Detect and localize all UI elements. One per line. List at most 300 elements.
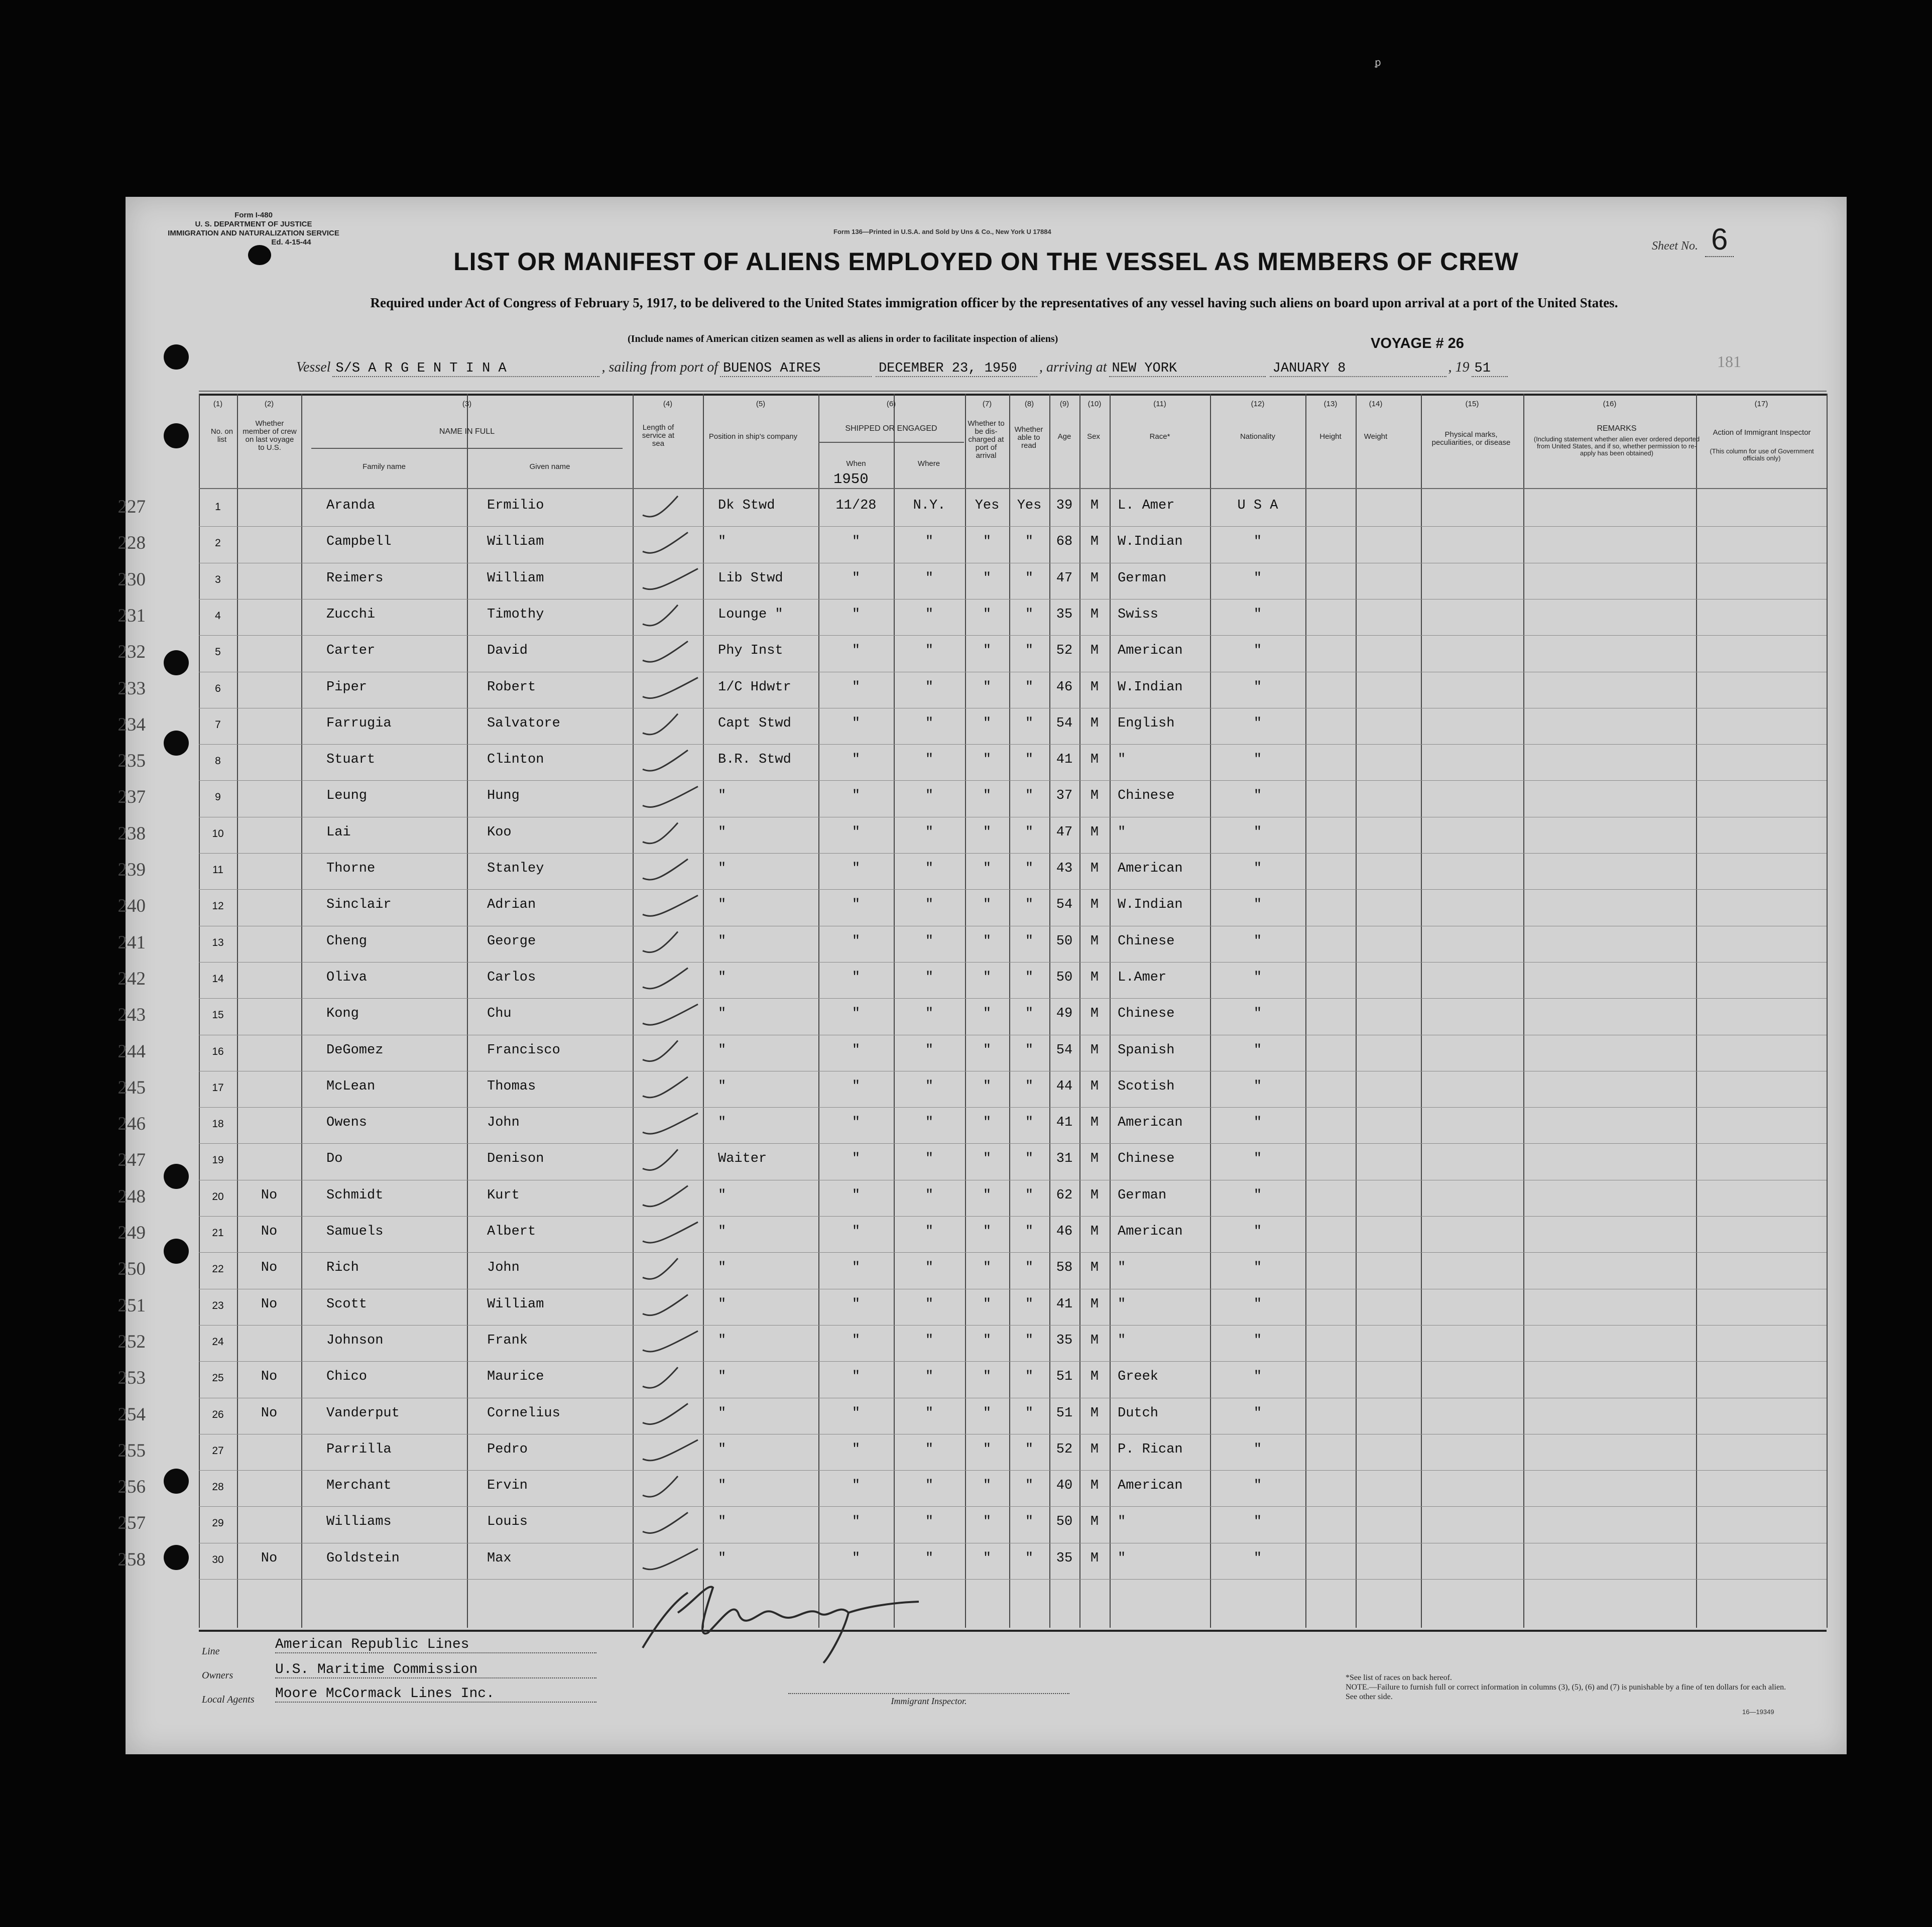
list-number: 16 bbox=[212, 1045, 224, 1057]
form-id: Form I-480 bbox=[234, 211, 273, 219]
list-number: 25 bbox=[212, 1372, 224, 1384]
column-number: (2) bbox=[264, 400, 274, 408]
cell-discharged: " bbox=[983, 897, 992, 913]
cell-when: " bbox=[852, 1550, 861, 1566]
cell-sex: M bbox=[1090, 824, 1099, 840]
header-rule bbox=[199, 391, 1827, 392]
cell-discharged: " bbox=[983, 1151, 992, 1167]
cell-when: " bbox=[852, 1078, 861, 1094]
column-number: (6) bbox=[886, 400, 896, 408]
cell-nationality: " bbox=[1253, 1078, 1262, 1094]
punch-hole bbox=[164, 344, 189, 370]
list-number: 11 bbox=[212, 864, 223, 876]
cell-when: " bbox=[852, 534, 861, 550]
cell-age: 44 bbox=[1056, 1078, 1073, 1094]
cell-read: " bbox=[1025, 861, 1034, 876]
row-rule bbox=[199, 1107, 1827, 1108]
cell-position: " bbox=[718, 1550, 727, 1566]
cell-given: Koo bbox=[487, 824, 512, 840]
cell-family: Piper bbox=[326, 679, 368, 695]
cell-position: " bbox=[718, 1333, 727, 1348]
cell-race: L. Amer bbox=[1118, 498, 1175, 513]
cell-when: " bbox=[852, 1151, 861, 1167]
cell-sex: M bbox=[1090, 897, 1099, 913]
cell-where: " bbox=[925, 715, 934, 731]
column-divider bbox=[633, 394, 634, 1628]
cell-position: Dk Stwd bbox=[718, 498, 775, 513]
cell-read: " bbox=[1025, 1296, 1034, 1312]
column-divider bbox=[703, 394, 704, 1628]
cell-position: B.R. Stwd bbox=[718, 752, 791, 768]
cell-sex: M bbox=[1090, 715, 1099, 731]
cell-family: Williams bbox=[326, 1514, 392, 1530]
cell-discharged: " bbox=[983, 1260, 992, 1276]
handwritten-line-number: 252 bbox=[117, 1331, 146, 1352]
col-marks-heading: Physical marks, peculiarities, or disease bbox=[1431, 430, 1511, 447]
cell-family: Merchant bbox=[326, 1478, 392, 1494]
cell-race: Chinese bbox=[1118, 933, 1175, 949]
cell-age: 51 bbox=[1056, 1369, 1073, 1385]
cell-where: N.Y. bbox=[913, 498, 946, 513]
cell-family: Thorne bbox=[326, 861, 376, 876]
list-number: 21 bbox=[212, 1227, 224, 1239]
handwritten-line-number: 256 bbox=[117, 1477, 146, 1498]
cell-age: 50 bbox=[1056, 933, 1073, 949]
cell-discharged: " bbox=[983, 861, 992, 876]
arrival-date: JANUARY 8 bbox=[1270, 361, 1446, 377]
punch-hole bbox=[164, 1239, 189, 1264]
cell-discharged: " bbox=[983, 1550, 992, 1566]
cell-age: 40 bbox=[1056, 1478, 1073, 1494]
cell-age: 58 bbox=[1056, 1260, 1073, 1276]
cell-age: 54 bbox=[1056, 897, 1073, 913]
handwritten-line-number: 243 bbox=[117, 1005, 146, 1026]
cell-race: Swiss bbox=[1118, 607, 1159, 622]
handwritten-line-number: 258 bbox=[117, 1549, 146, 1570]
cell-nationality: " bbox=[1253, 1115, 1262, 1131]
row-rule bbox=[199, 526, 1827, 527]
cell-sex: M bbox=[1090, 1441, 1099, 1457]
cell-where: " bbox=[925, 1042, 934, 1058]
edition: Ed. 4-15-44 bbox=[271, 238, 311, 247]
cell-where: " bbox=[925, 897, 934, 913]
cell-read: " bbox=[1025, 715, 1034, 731]
col-no-heading: No. on list bbox=[210, 427, 233, 444]
handwritten-line-number: 242 bbox=[117, 968, 146, 989]
inspector-signature-line: Immigrant Inspector. bbox=[788, 1693, 1069, 1707]
cell-position: Lounge " bbox=[718, 607, 783, 622]
cell-race: L.Amer bbox=[1118, 970, 1167, 985]
cell-sex: M bbox=[1090, 752, 1099, 768]
cell-read: " bbox=[1025, 1151, 1034, 1167]
cell-race: Scotish bbox=[1118, 1078, 1175, 1094]
col-action-heading: Action of Immigrant Inspector bbox=[1713, 428, 1811, 437]
cell-when: " bbox=[852, 570, 861, 586]
cell-age: 50 bbox=[1056, 970, 1073, 985]
cell-where: " bbox=[925, 1550, 934, 1566]
cell-where: " bbox=[925, 1151, 934, 1167]
cell-read: " bbox=[1025, 1042, 1034, 1058]
cell-position: " bbox=[718, 970, 727, 985]
cell-sex: M bbox=[1090, 679, 1099, 695]
cell-position: Waiter bbox=[718, 1151, 767, 1167]
cell-read: " bbox=[1025, 1441, 1034, 1457]
cell-discharged: Yes bbox=[975, 498, 1000, 513]
column-number: (1) bbox=[213, 400, 223, 408]
cell-age: 49 bbox=[1056, 1006, 1073, 1022]
list-number: 7 bbox=[215, 718, 221, 731]
cell-prev: No bbox=[261, 1550, 278, 1566]
cell-nationality: " bbox=[1253, 861, 1262, 876]
cell-nationality: " bbox=[1253, 715, 1262, 731]
col-weight-heading: Weight bbox=[1364, 432, 1388, 441]
list-number: 24 bbox=[212, 1336, 224, 1348]
cell-when: " bbox=[852, 752, 861, 768]
cell-position: " bbox=[718, 1369, 727, 1385]
col-race-heading: Race* bbox=[1149, 432, 1170, 441]
cell-position: " bbox=[718, 1115, 727, 1131]
cell-discharged: " bbox=[983, 1224, 992, 1239]
cell-family: Oliva bbox=[326, 970, 368, 985]
punch-hole bbox=[164, 1164, 189, 1189]
cell-where: " bbox=[925, 933, 934, 949]
list-number: 13 bbox=[212, 936, 224, 948]
cell-age: 47 bbox=[1056, 570, 1073, 586]
column-divider bbox=[199, 394, 200, 1628]
cell-nationality: " bbox=[1253, 1260, 1262, 1276]
cell-age: 37 bbox=[1056, 788, 1073, 804]
cell-sex: M bbox=[1090, 1333, 1099, 1348]
cell-position: " bbox=[718, 861, 727, 876]
cell-when: " bbox=[852, 1369, 861, 1385]
cell-read: " bbox=[1025, 607, 1034, 622]
column-divider bbox=[1523, 394, 1524, 1628]
cell-position: " bbox=[718, 1042, 727, 1058]
cell-race: " bbox=[1118, 824, 1126, 840]
cell-position: " bbox=[718, 897, 727, 913]
cell-family: Do bbox=[326, 1151, 343, 1167]
cell-where: " bbox=[925, 752, 934, 768]
cell-where: " bbox=[925, 1441, 934, 1457]
col-when-heading: When bbox=[846, 459, 866, 468]
cell-discharged: " bbox=[983, 534, 992, 550]
cell-when: " bbox=[852, 824, 861, 840]
cell-sex: M bbox=[1090, 570, 1099, 586]
cell-where: " bbox=[925, 1514, 934, 1530]
cell-age: 39 bbox=[1056, 498, 1073, 513]
handwritten-line-number: 244 bbox=[117, 1041, 146, 1062]
cell-position: " bbox=[718, 1006, 727, 1022]
cell-sex: M bbox=[1090, 1296, 1099, 1312]
handwritten-line-number: 255 bbox=[117, 1440, 146, 1461]
column-number: (13) bbox=[1323, 400, 1338, 408]
handwritten-line-number: 251 bbox=[117, 1295, 146, 1316]
cell-family: Johnson bbox=[326, 1333, 384, 1348]
row-rule bbox=[199, 1252, 1827, 1253]
cell-where: " bbox=[925, 534, 934, 550]
cell-when: " bbox=[852, 1187, 861, 1203]
cell-nationality: " bbox=[1253, 897, 1262, 913]
cell-sex: M bbox=[1090, 1369, 1099, 1385]
cell-race: Chinese bbox=[1118, 788, 1175, 804]
col-family-heading: Family name bbox=[363, 462, 406, 471]
cell-read: " bbox=[1025, 1187, 1034, 1203]
col-service-heading: Length of service at sea bbox=[642, 423, 675, 448]
cell-when: " bbox=[852, 897, 861, 913]
cell-sex: M bbox=[1090, 1224, 1099, 1239]
cell-discharged: " bbox=[983, 824, 992, 840]
cell-given: George bbox=[487, 933, 536, 949]
cell-position: " bbox=[718, 1478, 727, 1494]
row-rule bbox=[199, 1143, 1827, 1144]
cell-nationality: " bbox=[1253, 1369, 1262, 1385]
cell-age: 41 bbox=[1056, 1296, 1073, 1312]
col-remarks-note: (Including statement whether alien ever ordered deported from United States, and if so, whether permission to re-apply has been obtained) bbox=[1533, 435, 1700, 457]
cell-sex: M bbox=[1090, 1405, 1099, 1421]
cell-sex: M bbox=[1090, 1514, 1099, 1530]
cell-read: " bbox=[1025, 1369, 1034, 1385]
cell-read: " bbox=[1025, 1550, 1034, 1566]
cell-age: 54 bbox=[1056, 1042, 1073, 1058]
departure-port: BUENOS AIRES bbox=[720, 361, 872, 377]
cell-sex: M bbox=[1090, 933, 1099, 949]
cell-given: John bbox=[487, 1260, 520, 1276]
name-heading-rule bbox=[311, 448, 623, 449]
punch-hole bbox=[164, 423, 189, 448]
row-rule bbox=[199, 998, 1827, 999]
cell-nationality: " bbox=[1253, 1550, 1262, 1566]
row-rule bbox=[199, 889, 1827, 890]
handwritten-line-number: 245 bbox=[117, 1077, 146, 1098]
cell-race: W.Indian bbox=[1118, 534, 1183, 550]
handwritten-line-number: 254 bbox=[117, 1404, 146, 1425]
cell-nationality: " bbox=[1253, 933, 1262, 949]
list-number: 9 bbox=[215, 791, 221, 803]
cell-sex: M bbox=[1090, 1006, 1099, 1022]
cell-nationality: " bbox=[1253, 607, 1262, 622]
cell-position: " bbox=[718, 1224, 727, 1239]
cell-discharged: " bbox=[983, 933, 992, 949]
cell-race: English bbox=[1118, 715, 1175, 731]
list-number: 1 bbox=[215, 501, 221, 513]
voyage-number: VOYAGE # 26 bbox=[1371, 335, 1464, 351]
cell-discharged: " bbox=[983, 1296, 992, 1312]
vessel-label: Vessel bbox=[296, 359, 331, 375]
agents-label: Local Agents bbox=[202, 1694, 255, 1705]
arrival-port: NEW YORK bbox=[1109, 361, 1266, 377]
cell-position: " bbox=[718, 933, 727, 949]
col-age-heading: Age bbox=[1057, 432, 1071, 441]
list-number: 22 bbox=[212, 1263, 224, 1275]
column-divider bbox=[467, 394, 468, 1628]
cell-where: " bbox=[925, 1260, 934, 1276]
cell-where: " bbox=[925, 788, 934, 804]
column-number: (15) bbox=[1465, 400, 1479, 408]
cell-where: " bbox=[925, 1369, 934, 1385]
service: IMMIGRATION AND NATURALIZATION SERVICE bbox=[168, 229, 339, 237]
column-divider bbox=[301, 394, 302, 1628]
cell-discharged: " bbox=[983, 970, 992, 985]
cell-position: " bbox=[718, 534, 727, 550]
cell-family: Schmidt bbox=[326, 1187, 384, 1203]
cell-age: 41 bbox=[1056, 752, 1073, 768]
cell-read: Yes bbox=[1017, 498, 1042, 513]
cell-given: Max bbox=[487, 1550, 512, 1566]
cell-nationality: " bbox=[1253, 1151, 1262, 1167]
cell-when: " bbox=[852, 1115, 861, 1131]
list-number: 4 bbox=[215, 610, 221, 622]
cell-family: Goldstein bbox=[326, 1550, 400, 1566]
cell-prev: No bbox=[261, 1405, 278, 1421]
row-rule bbox=[199, 780, 1827, 781]
punch-hole bbox=[248, 245, 271, 265]
shipped-heading-rule bbox=[818, 442, 964, 443]
cell-family: Stuart bbox=[326, 752, 376, 768]
cell-given: Hung bbox=[487, 788, 520, 804]
column-number: (14) bbox=[1369, 400, 1383, 408]
cell-family: Parrilla bbox=[326, 1441, 392, 1457]
column-number: (8) bbox=[1024, 400, 1034, 408]
list-number: 26 bbox=[212, 1408, 224, 1420]
cell-where: " bbox=[925, 1333, 934, 1348]
cell-family: Campbell bbox=[326, 534, 392, 550]
cell-where: " bbox=[925, 1296, 934, 1312]
penalty-note: NOTE.—Failure to furnish full or correct information in columns (3), (5), (6) and (7) is punishable by a fine of ten dollars for each alien. See other side. bbox=[1346, 1683, 1786, 1701]
cell-age: 41 bbox=[1056, 1115, 1073, 1131]
cell-race: Chinese bbox=[1118, 1151, 1175, 1167]
cell-race: American bbox=[1118, 1115, 1183, 1131]
cell-age: 54 bbox=[1056, 715, 1073, 731]
cell-race: German bbox=[1118, 570, 1167, 586]
cell-discharged: " bbox=[983, 1115, 992, 1131]
cell-where: " bbox=[925, 1478, 934, 1494]
handwritten-line-number: 231 bbox=[117, 605, 146, 626]
cell-race: American bbox=[1118, 861, 1183, 876]
cell-read: " bbox=[1025, 1115, 1034, 1131]
cell-given: William bbox=[487, 534, 544, 550]
cell-prev: No bbox=[261, 1260, 278, 1276]
cell-discharged: " bbox=[983, 752, 992, 768]
cell-when: " bbox=[852, 607, 861, 622]
cell-given: Timothy bbox=[487, 607, 544, 622]
cell-nationality: " bbox=[1253, 970, 1262, 985]
cell-sex: M bbox=[1090, 788, 1099, 804]
official-signature bbox=[628, 1573, 929, 1663]
cell-race: " bbox=[1118, 752, 1126, 768]
cell-when: " bbox=[852, 679, 861, 695]
row-rule bbox=[199, 1361, 1827, 1362]
cell-read: " bbox=[1025, 1006, 1034, 1022]
col-given-heading: Given name bbox=[529, 462, 570, 471]
list-number: 17 bbox=[212, 1081, 224, 1094]
list-number: 14 bbox=[212, 973, 224, 985]
cell-when: " bbox=[852, 1224, 861, 1239]
cell-read: " bbox=[1025, 1224, 1034, 1239]
list-number: 27 bbox=[212, 1444, 224, 1457]
cell-given: Ermilio bbox=[487, 498, 544, 513]
cell-position: " bbox=[718, 1441, 727, 1457]
cell-family: DeGomez bbox=[326, 1042, 384, 1058]
cell-read: " bbox=[1025, 1260, 1034, 1276]
list-number: 20 bbox=[212, 1190, 224, 1202]
cell-race: German bbox=[1118, 1187, 1167, 1203]
cell-race: " bbox=[1118, 1260, 1126, 1276]
vessel-owners: U.S. Maritime Commission bbox=[275, 1662, 596, 1678]
handwritten-line-number: 232 bbox=[117, 642, 146, 663]
cell-given: Adrian bbox=[487, 897, 536, 913]
cell-where: " bbox=[925, 970, 934, 985]
cell-position: 1/C Hdwtr bbox=[718, 679, 791, 695]
owners-label: Owners bbox=[202, 1670, 233, 1681]
list-number: 12 bbox=[212, 900, 224, 912]
cell-sex: M bbox=[1090, 1260, 1099, 1276]
cell-family: Owens bbox=[326, 1115, 368, 1131]
cell-discharged: " bbox=[983, 570, 992, 586]
cell-read: " bbox=[1025, 643, 1034, 659]
list-number: 8 bbox=[215, 755, 221, 767]
cell-nationality: " bbox=[1253, 1042, 1262, 1058]
cell-sex: M bbox=[1090, 607, 1099, 622]
cell-position: " bbox=[718, 1405, 727, 1421]
cell-family: Vanderput bbox=[326, 1405, 400, 1421]
cell-race: W.Indian bbox=[1118, 679, 1183, 695]
cell-discharged: " bbox=[983, 1187, 992, 1203]
year-prefix: , 19 bbox=[1448, 359, 1470, 375]
cell-sex: M bbox=[1090, 1151, 1099, 1167]
cell-when: " bbox=[852, 1296, 861, 1312]
cell-nationality: " bbox=[1253, 1405, 1262, 1421]
cell-given: Francisco bbox=[487, 1042, 560, 1058]
handwritten-line-number: 228 bbox=[117, 533, 146, 554]
list-number: 2 bbox=[215, 537, 221, 549]
cell-read: " bbox=[1025, 752, 1034, 768]
cell-race: " bbox=[1118, 1550, 1126, 1566]
cell-where: " bbox=[925, 607, 934, 622]
page-subtitle: Required under Act of Congress of February 5, 1917, to be delivered to the United States immigration officer by the representatives of any vessel having such aliens on board upon arrival at a port of the United States. bbox=[370, 295, 1618, 310]
handwritten-line-number: 253 bbox=[117, 1368, 146, 1389]
list-number: 29 bbox=[212, 1517, 224, 1529]
cell-family: Sinclair bbox=[326, 897, 392, 913]
col-read-heading: Whether able to read bbox=[1014, 425, 1043, 450]
column-divider bbox=[1421, 394, 1422, 1628]
handwritten-line-number: 237 bbox=[117, 787, 146, 808]
handwritten-line-number: 240 bbox=[117, 896, 146, 917]
punch-hole bbox=[164, 650, 189, 675]
cell-given: Carlos bbox=[487, 970, 536, 985]
manifest-sheet bbox=[117, 197, 1847, 1754]
cell-when: " bbox=[852, 643, 861, 659]
column-divider bbox=[237, 394, 238, 1628]
column-divider bbox=[1356, 394, 1357, 1628]
col-action-note: (This column for use of Government officials only) bbox=[1710, 447, 1814, 462]
list-number: 15 bbox=[212, 1009, 224, 1021]
cell-position: Capt Stwd bbox=[718, 715, 791, 731]
cell-where: " bbox=[925, 570, 934, 586]
cell-when: " bbox=[852, 1405, 861, 1421]
cell-sex: M bbox=[1090, 1550, 1099, 1566]
cell-where: " bbox=[925, 1078, 934, 1094]
cell-nationality: " bbox=[1253, 1441, 1262, 1457]
cell-age: 31 bbox=[1056, 1151, 1073, 1167]
cell-age: 46 bbox=[1056, 679, 1073, 695]
cell-sex: M bbox=[1090, 643, 1099, 659]
cell-age: 50 bbox=[1056, 1514, 1073, 1530]
cell-discharged: " bbox=[983, 1441, 992, 1457]
header-rule bbox=[199, 488, 1827, 489]
cell-given: John bbox=[487, 1115, 520, 1131]
cell-age: 62 bbox=[1056, 1187, 1073, 1203]
cell-given: Pedro bbox=[487, 1441, 528, 1457]
